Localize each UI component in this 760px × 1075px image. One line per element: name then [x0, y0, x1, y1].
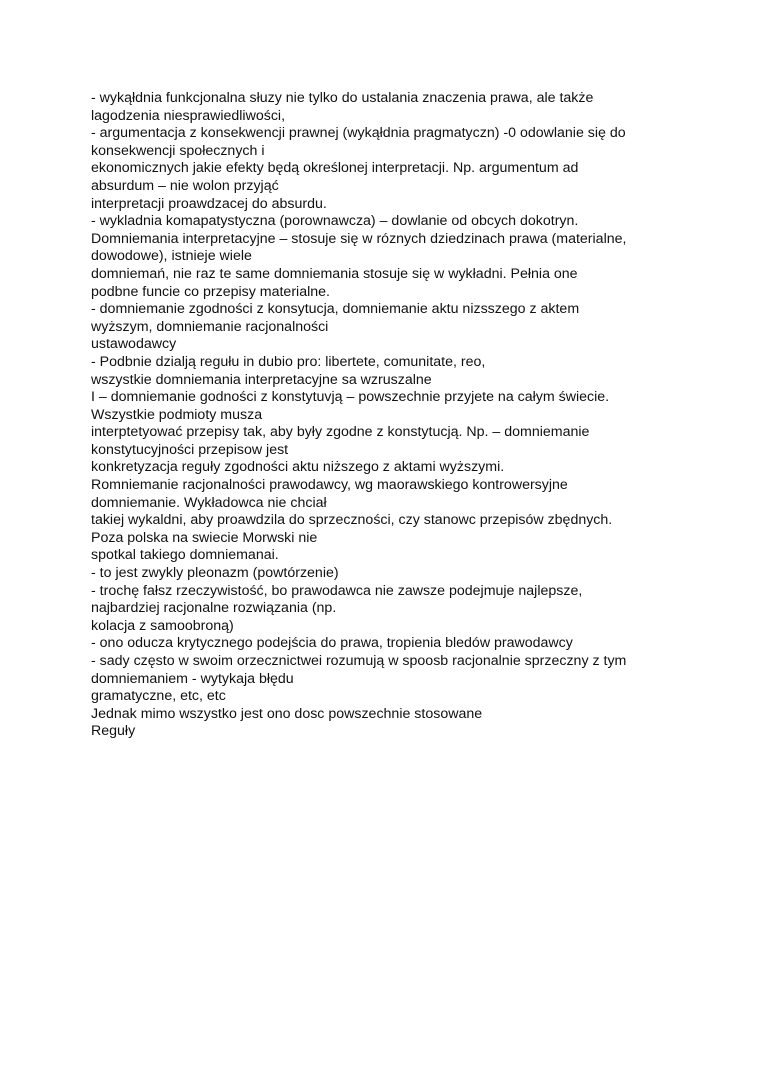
text-line: konkretyzacja reguły zgodności aktu niższego z aktami wyższymi. [91, 459, 505, 476]
text-line: - ono oducza krytycznego podejścia do prawa, tropienia bledów prawodawcy [91, 635, 573, 652]
text-line: ustawodawcy [91, 336, 177, 353]
text-line: Domniemania interpretacyjne – stosuje się w róznych dziedzinach prawa (materialne, [91, 230, 627, 247]
text-line: kolacja z samoobroną) [91, 617, 234, 634]
text-line: Jednak mimo wszystko jest ono dosc powszechnie stosowane [91, 705, 483, 722]
text-line: najbardziej racjonalne rozwiązania (np. [91, 600, 337, 617]
text-line: wszystkie domniemania interpretacyjne sa wzruszalne [91, 371, 432, 388]
text-line: domniemaniem - wytykaja błędu [91, 670, 294, 687]
text-line: - domniemanie zgodności z konsytucja, domniemanie aktu nizsszego z aktem [91, 301, 580, 318]
text-line: lagodzenia niesprawiedliwości, [91, 107, 286, 124]
text-line: - sady często w swoim orzecznictwei rozumują w spoosb racjonalnie sprzeczny z tym [91, 653, 627, 669]
text-line: interptetyować przepisy tak, aby były zgodne z konstytucją. Np. – domniemanie [91, 424, 590, 441]
text-line: I – domniemanie godności z konstytuvją – powszechnie przyjete na całym świecie. [91, 389, 610, 406]
text-line: konsekwencji społecznych i [91, 142, 265, 159]
text-line: Reguły [91, 723, 136, 740]
text-line: spotkal takiego domniemanai. [91, 547, 279, 564]
text-line: domniemań, nie raz te same domniemania stosuje się w wykładni. Pełnia one [91, 265, 578, 282]
text-line: - trochę fałsz rzeczywistość, bo prawodawca nie zawsze podejmuje najlepsze, [91, 582, 583, 599]
text-line: domniemanie. Wykładowca nie chciał [91, 494, 327, 511]
text-line: takiej wykaldni, aby proawdzila do sprzeczności, czy stanowc przepisów zbędnych. [91, 512, 613, 529]
text-line: absurdum – nie wolon przyjąć [91, 177, 279, 194]
text-line: Poza polska na swiecie Morwski nie [91, 529, 318, 546]
text-line: gramatyczne, etc, etc [91, 688, 226, 705]
document-text [91, 90, 691, 741]
text-line: wyższym, domniemanie racjonalności [91, 318, 329, 335]
text-line: dowodowe), istnieje wiele [91, 248, 252, 265]
text-line: - wykladnia komapatystyczna (porownawcza) – dowlanie od obcych dokotryn. [91, 213, 579, 230]
text-line: ekonomicznych jakie efekty będą określonej interpretacji. Np. argumentum ad [91, 160, 579, 177]
text-line: Romniemanie racjonalności prawodawcy, wg maorawskiego kontrowersyjne [91, 477, 568, 494]
text-line: - to jest zwykly pleonazm (powtórzenie) [91, 565, 339, 582]
text-line: - wykąłdnia funkcjonalna słuzy nie tylko do ustalania znaczenia prawa, ale także [91, 90, 594, 106]
text-line: interpretacji proawdzacej do absurdu. [91, 195, 327, 212]
text-line: Wszystkie podmioty musza [91, 406, 263, 423]
text-line: - argumentacja z konsekwencji prawnej (wykąłdnia pragmatyczn) -0 odowlanie się do [91, 125, 626, 142]
text-line: - Podbnie dzialją regułu in dubio pro: libertete, comunitate, reo, [91, 353, 486, 370]
text-line: konstytucyjności przepisow jest [91, 441, 289, 458]
text-line: podbne funcie co przepisy materialne. [91, 283, 330, 300]
